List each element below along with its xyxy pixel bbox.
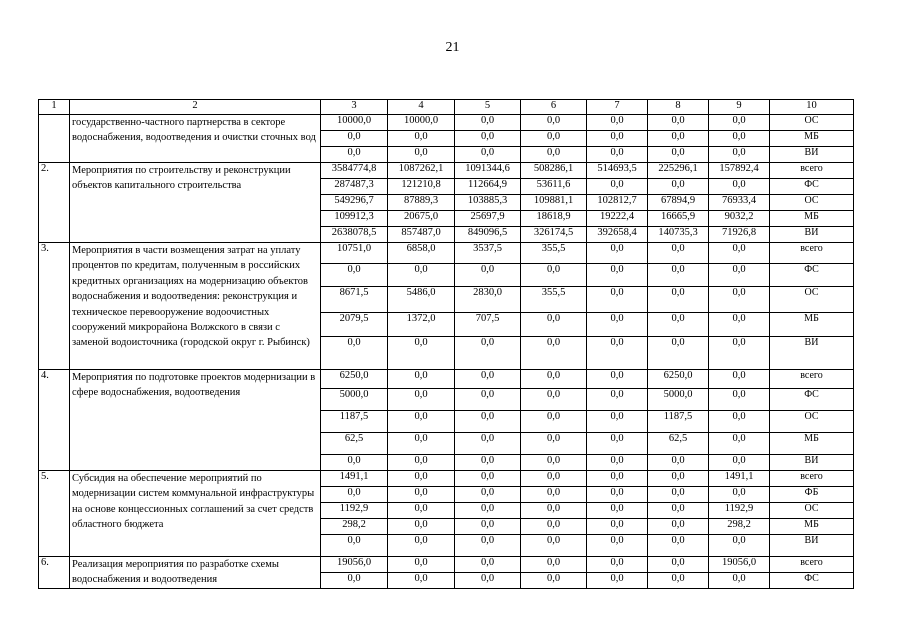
amount-cell: 0,0 — [709, 287, 770, 313]
amount-cell: 0,0 — [587, 313, 648, 337]
amount-cell: 5486,0 — [388, 287, 455, 313]
amount-cell: 109881,1 — [521, 195, 587, 211]
column-header: 4 — [388, 100, 455, 115]
amount-cell: 0,0 — [587, 243, 648, 264]
amount-cell: 0,0 — [648, 147, 709, 163]
amount-cell: 392658,4 — [587, 227, 648, 243]
amount-cell: 1091344,6 — [455, 163, 521, 179]
amount-cell: 5000,0 — [648, 389, 709, 411]
row-number: 6. — [39, 557, 70, 589]
funding-source: всего — [770, 163, 854, 179]
amount-cell: 0,0 — [388, 411, 455, 433]
amount-cell: 1187,5 — [321, 411, 388, 433]
amount-cell: 0,0 — [388, 535, 455, 557]
funding-source: МБ — [770, 211, 854, 227]
funding-source: ВИ — [770, 337, 854, 370]
amount-cell: 0,0 — [455, 471, 521, 487]
amount-cell: 0,0 — [587, 433, 648, 455]
amount-cell: 0,0 — [388, 131, 455, 147]
amount-cell: 0,0 — [709, 131, 770, 147]
table-row — [39, 471, 854, 487]
amount-cell: 18618,9 — [521, 211, 587, 227]
row-number: 3. — [39, 243, 70, 370]
funding-source: всего — [770, 243, 854, 264]
amount-cell: 0,0 — [455, 433, 521, 455]
amount-cell: 0,0 — [648, 471, 709, 487]
amount-cell: 0,0 — [455, 455, 521, 471]
amount-cell: 0,0 — [709, 115, 770, 131]
amount-cell: 140735,3 — [648, 227, 709, 243]
amount-cell: 0,0 — [321, 131, 388, 147]
amount-cell: 0,0 — [709, 313, 770, 337]
amount-cell: 1372,0 — [388, 313, 455, 337]
page-number: 21 — [445, 40, 460, 55]
amount-cell: 10751,0 — [321, 243, 388, 264]
amount-cell: 225296,1 — [648, 163, 709, 179]
amount-cell: 0,0 — [521, 147, 587, 163]
amount-cell: 707,5 — [455, 313, 521, 337]
amount-cell: 76933,4 — [709, 195, 770, 211]
amount-cell: 0,0 — [388, 471, 455, 487]
activity-description: Мероприятия по строительству и реконструкции объектов капитального строительства — [70, 163, 321, 243]
amount-cell: 0,0 — [521, 471, 587, 487]
amount-cell: 0,0 — [709, 147, 770, 163]
amount-cell: 121210,8 — [388, 179, 455, 195]
amount-cell: 0,0 — [321, 147, 388, 163]
amount-cell: 6250,0 — [321, 370, 388, 389]
column-header: 7 — [587, 100, 648, 115]
amount-cell: 6858,0 — [388, 243, 455, 264]
amount-cell: 0,0 — [587, 503, 648, 519]
amount-cell: 0,0 — [388, 433, 455, 455]
amount-cell: 0,0 — [587, 487, 648, 503]
amount-cell: 0,0 — [648, 455, 709, 471]
amount-cell: 0,0 — [521, 535, 587, 557]
amount-cell: 0,0 — [587, 389, 648, 411]
amount-cell: 9032,2 — [709, 211, 770, 227]
amount-cell: 3584774,8 — [321, 163, 388, 179]
amount-cell: 1192,9 — [709, 503, 770, 519]
activity-description: Мероприятия в части возмещения затрат на уплату процентов по кредитам, полученным в российских кредитных организациях на модернизацию объектов водоснабжения и водоотведения: реконструкция и техническое перевооружение водоочистных сооружений микрорайона Волжского в связи с заменой водоисточника (городской округ г. Рыбинск) — [70, 243, 321, 370]
amount-cell: 0,0 — [521, 389, 587, 411]
amount-cell: 0,0 — [587, 519, 648, 535]
amount-cell: 0,0 — [648, 115, 709, 131]
amount-cell: 0,0 — [521, 131, 587, 147]
funding-source: всего — [770, 471, 854, 487]
amount-cell: 0,0 — [388, 557, 455, 573]
amount-cell: 0,0 — [648, 243, 709, 264]
amount-cell: 0,0 — [521, 455, 587, 471]
table-row — [39, 557, 854, 573]
amount-cell: 0,0 — [709, 455, 770, 471]
funding-source: ОС — [770, 287, 854, 313]
amount-cell: 87889,3 — [388, 195, 455, 211]
amount-cell: 0,0 — [709, 535, 770, 557]
funding-source: МБ — [770, 131, 854, 147]
amount-cell: 1491,1 — [709, 471, 770, 487]
table-row — [39, 163, 854, 179]
amount-cell: 0,0 — [388, 519, 455, 535]
funding-source: ВИ — [770, 227, 854, 243]
amount-cell: 62,5 — [321, 433, 388, 455]
amount-cell: 19056,0 — [709, 557, 770, 573]
activity-description: Субсидия на обеспечение мероприятий по модернизации систем коммунальной инфраструктуры на основе концессионных соглашений за счет средств областного бюджета — [70, 471, 321, 557]
amount-cell: 25697,9 — [455, 211, 521, 227]
amount-cell: 0,0 — [521, 487, 587, 503]
amount-cell: 0,0 — [709, 243, 770, 264]
amount-cell: 0,0 — [648, 535, 709, 557]
amount-cell: 0,0 — [709, 411, 770, 433]
amount-cell: 287487,3 — [321, 179, 388, 195]
amount-cell: 0,0 — [455, 411, 521, 433]
amount-cell: 112664,9 — [455, 179, 521, 195]
amount-cell: 857487,0 — [388, 227, 455, 243]
row-number: 2. — [39, 163, 70, 243]
amount-cell: 0,0 — [521, 313, 587, 337]
amount-cell: 508286,1 — [521, 163, 587, 179]
amount-cell: 8671,5 — [321, 287, 388, 313]
amount-cell: 19222,4 — [587, 211, 648, 227]
amount-cell: 0,0 — [648, 179, 709, 195]
amount-cell: 0,0 — [321, 455, 388, 471]
amount-cell: 10000,0 — [388, 115, 455, 131]
amount-cell: 2638078,5 — [321, 227, 388, 243]
amount-cell: 0,0 — [587, 370, 648, 389]
amount-cell: 0,0 — [709, 179, 770, 195]
amount-cell: 0,0 — [388, 573, 455, 589]
amount-cell: 0,0 — [388, 370, 455, 389]
amount-cell: 0,0 — [648, 519, 709, 535]
amount-cell: 0,0 — [321, 487, 388, 503]
amount-cell: 0,0 — [521, 557, 587, 573]
amount-cell: 0,0 — [587, 535, 648, 557]
amount-cell: 0,0 — [521, 370, 587, 389]
amount-cell: 0,0 — [455, 519, 521, 535]
amount-cell: 103885,3 — [455, 195, 521, 211]
amount-cell: 0,0 — [321, 573, 388, 589]
amount-cell: 0,0 — [587, 411, 648, 433]
column-header: 6 — [521, 100, 587, 115]
column-header: 3 — [321, 100, 388, 115]
amount-cell: 0,0 — [521, 337, 587, 370]
amount-cell: 1491,1 — [321, 471, 388, 487]
amount-cell: 0,0 — [521, 503, 587, 519]
budget-table — [38, 99, 854, 589]
column-header: 10 — [770, 100, 854, 115]
amount-cell: 0,0 — [587, 131, 648, 147]
funding-source: ОС — [770, 195, 854, 211]
amount-cell: 0,0 — [455, 115, 521, 131]
amount-cell: 549296,7 — [321, 195, 388, 211]
amount-cell: 298,2 — [709, 519, 770, 535]
activity-description: Мероприятия по подготовке проектов модернизации в сфере водоснабжения, водоотведения — [70, 370, 321, 471]
amount-cell: 0,0 — [587, 455, 648, 471]
funding-source: МБ — [770, 519, 854, 535]
amount-cell: 0,0 — [388, 389, 455, 411]
amount-cell: 1192,9 — [321, 503, 388, 519]
amount-cell: 0,0 — [587, 115, 648, 131]
amount-cell: 0,0 — [587, 264, 648, 287]
amount-cell: 0,0 — [521, 573, 587, 589]
amount-cell: 0,0 — [709, 264, 770, 287]
amount-cell: 514693,5 — [587, 163, 648, 179]
amount-cell: 0,0 — [388, 455, 455, 471]
amount-cell: 0,0 — [388, 337, 455, 370]
amount-cell: 0,0 — [388, 264, 455, 287]
funding-source: ФБ — [770, 487, 854, 503]
amount-cell: 3537,5 — [455, 243, 521, 264]
funding-source: ОС — [770, 411, 854, 433]
amount-cell: 0,0 — [521, 264, 587, 287]
amount-cell: 2830,0 — [455, 287, 521, 313]
amount-cell: 0,0 — [648, 313, 709, 337]
funding-source: ОС — [770, 115, 854, 131]
amount-cell: 0,0 — [587, 179, 648, 195]
amount-cell: 62,5 — [648, 433, 709, 455]
row-number: 5. — [39, 471, 70, 557]
funding-source: ОС — [770, 503, 854, 519]
amount-cell: 0,0 — [648, 264, 709, 287]
row-number — [39, 115, 70, 163]
amount-cell: 0,0 — [321, 264, 388, 287]
amount-cell: 67894,9 — [648, 195, 709, 211]
amount-cell: 0,0 — [709, 433, 770, 455]
amount-cell: 0,0 — [587, 471, 648, 487]
amount-cell: 20675,0 — [388, 211, 455, 227]
amount-cell: 5000,0 — [321, 389, 388, 411]
amount-cell: 0,0 — [455, 264, 521, 287]
amount-cell: 0,0 — [587, 287, 648, 313]
amount-cell: 2079,5 — [321, 313, 388, 337]
amount-cell: 0,0 — [587, 557, 648, 573]
amount-cell: 0,0 — [521, 411, 587, 433]
amount-cell: 0,0 — [521, 433, 587, 455]
amount-cell: 0,0 — [455, 503, 521, 519]
funding-source: МБ — [770, 313, 854, 337]
amount-cell: 0,0 — [709, 389, 770, 411]
amount-cell: 109912,3 — [321, 211, 388, 227]
funding-source: ВИ — [770, 147, 854, 163]
amount-cell: 0,0 — [587, 337, 648, 370]
amount-cell: 0,0 — [455, 389, 521, 411]
amount-cell: 0,0 — [709, 370, 770, 389]
amount-cell: 0,0 — [321, 337, 388, 370]
amount-cell: 1087262,1 — [388, 163, 455, 179]
amount-cell: 0,0 — [648, 557, 709, 573]
funding-source: ФС — [770, 573, 854, 589]
amount-cell: 355,5 — [521, 287, 587, 313]
table-row — [39, 243, 854, 264]
amount-cell: 0,0 — [587, 147, 648, 163]
amount-cell: 0,0 — [455, 487, 521, 503]
amount-cell: 326174,5 — [521, 227, 587, 243]
amount-cell: 0,0 — [521, 115, 587, 131]
amount-cell: 0,0 — [648, 337, 709, 370]
column-header: 9 — [709, 100, 770, 115]
activity-description: государственно-частного партнерства в секторе водоснабжения, водоотведения и очистки сточных вод — [70, 115, 321, 163]
amount-cell: 0,0 — [455, 573, 521, 589]
amount-cell: 0,0 — [648, 503, 709, 519]
funding-source: ФС — [770, 264, 854, 287]
amount-cell: 0,0 — [648, 573, 709, 589]
amount-cell: 0,0 — [455, 131, 521, 147]
funding-source: всего — [770, 557, 854, 573]
amount-cell: 0,0 — [648, 487, 709, 503]
amount-cell: 0,0 — [521, 519, 587, 535]
amount-cell: 0,0 — [321, 535, 388, 557]
amount-cell: 0,0 — [709, 573, 770, 589]
amount-cell: 0,0 — [709, 487, 770, 503]
amount-cell: 0,0 — [455, 147, 521, 163]
column-header-row — [39, 100, 854, 115]
funding-source: МБ — [770, 433, 854, 455]
column-header: 5 — [455, 100, 521, 115]
funding-source: ФС — [770, 389, 854, 411]
column-header: 2 — [70, 100, 321, 115]
amount-cell: 0,0 — [648, 287, 709, 313]
table-row — [39, 370, 854, 389]
amount-cell: 849096,5 — [455, 227, 521, 243]
amount-cell: 6250,0 — [648, 370, 709, 389]
amount-cell: 0,0 — [455, 557, 521, 573]
amount-cell: 0,0 — [388, 147, 455, 163]
amount-cell: 102812,7 — [587, 195, 648, 211]
amount-cell: 0,0 — [455, 370, 521, 389]
row-number: 4. — [39, 370, 70, 471]
funding-source: ВИ — [770, 535, 854, 557]
amount-cell: 0,0 — [587, 573, 648, 589]
table-row — [39, 115, 854, 131]
amount-cell: 0,0 — [388, 503, 455, 519]
amount-cell: 298,2 — [321, 519, 388, 535]
amount-cell: 71926,8 — [709, 227, 770, 243]
amount-cell: 0,0 — [455, 337, 521, 370]
amount-cell: 355,5 — [521, 243, 587, 264]
amount-cell: 0,0 — [388, 487, 455, 503]
amount-cell: 0,0 — [709, 337, 770, 370]
funding-source: всего — [770, 370, 854, 389]
amount-cell: 10000,0 — [321, 115, 388, 131]
amount-cell: 0,0 — [648, 131, 709, 147]
amount-cell: 0,0 — [455, 535, 521, 557]
funding-source: ФС — [770, 179, 854, 195]
amount-cell: 157892,4 — [709, 163, 770, 179]
amount-cell: 19056,0 — [321, 557, 388, 573]
amount-cell: 1187,5 — [648, 411, 709, 433]
amount-cell: 16665,9 — [648, 211, 709, 227]
column-header: 1 — [39, 100, 70, 115]
column-header: 8 — [648, 100, 709, 115]
activity-description: Реализация мероприятия по разработке схемы водоснабжения и водоотведения — [70, 557, 321, 589]
funding-source: ВИ — [770, 455, 854, 471]
amount-cell: 53611,6 — [521, 179, 587, 195]
